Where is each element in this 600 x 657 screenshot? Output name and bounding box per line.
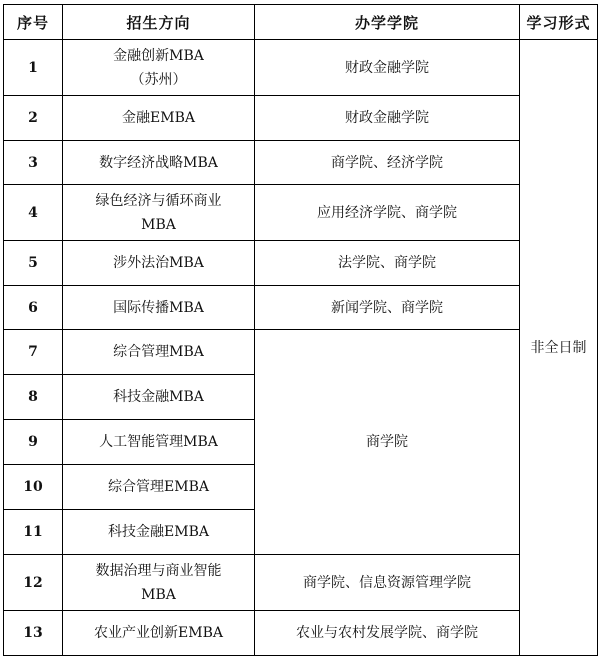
header-seq: 序号	[4, 5, 63, 40]
table-row	[4, 40, 598, 96]
header-direction: 招生方向	[63, 5, 255, 40]
row-seq: 10	[4, 465, 63, 510]
row-college: 商学院、经济学院	[255, 141, 520, 185]
row-direction: 数字经济战略MBA	[63, 141, 255, 185]
header-row	[4, 5, 598, 40]
row-seq: 9	[4, 420, 63, 465]
row-seq: 2	[4, 96, 63, 141]
study-form-cell: 非全日制	[520, 40, 598, 656]
row-college: 法学院、商学院	[255, 241, 520, 286]
table-row	[4, 185, 598, 241]
row-direction	[63, 40, 255, 96]
direction-line: 绿色经济与循环商业	[95, 192, 222, 209]
row-seq: 4	[4, 185, 63, 241]
row-direction: 综合管理EMBA	[63, 465, 255, 510]
row-college: 应用经济学院、商学院	[255, 185, 520, 241]
row-college-merged: 商学院	[255, 330, 520, 555]
table-row	[4, 611, 598, 656]
header-study-form: 学习形式	[520, 5, 598, 40]
row-college: 财政金融学院	[255, 40, 520, 96]
direction-line: MBA	[141, 216, 176, 233]
direction-line: MBA	[141, 586, 176, 603]
row-seq: 8	[4, 375, 63, 420]
row-direction	[63, 185, 255, 241]
header-college: 办学学院	[255, 5, 520, 40]
table-row	[4, 96, 598, 141]
row-direction: 涉外法治MBA	[63, 241, 255, 286]
table-row	[4, 241, 598, 286]
row-seq: 5	[4, 241, 63, 286]
row-seq: 13	[4, 611, 63, 656]
row-direction	[63, 555, 255, 611]
direction-line: 金融创新MBA	[113, 47, 204, 64]
row-direction: 国际传播MBA	[63, 286, 255, 330]
row-seq: 7	[4, 330, 63, 375]
row-college: 商学院、信息资源管理学院	[255, 555, 520, 611]
row-seq: 1	[4, 40, 63, 96]
row-seq: 6	[4, 286, 63, 330]
row-direction: 人工智能管理MBA	[63, 420, 255, 465]
row-college: 财政金融学院	[255, 96, 520, 141]
row-college: 农业与农村发展学院、商学院	[255, 611, 520, 656]
table-row	[4, 330, 598, 375]
table-row	[4, 555, 598, 611]
row-direction: 综合管理MBA	[63, 330, 255, 375]
direction-line: （苏州）	[130, 71, 187, 88]
row-seq: 12	[4, 555, 63, 611]
row-college: 新闻学院、商学院	[255, 286, 520, 330]
row-direction: 科技金融MBA	[63, 375, 255, 420]
direction-line: 数据治理与商业智能	[95, 562, 222, 579]
row-seq: 3	[4, 141, 63, 185]
row-direction: 科技金融EMBA	[63, 510, 255, 555]
table-row	[4, 141, 598, 185]
programs-table	[3, 4, 598, 656]
table-row	[4, 286, 598, 330]
row-direction: 农业产业创新EMBA	[63, 611, 255, 656]
row-seq: 11	[4, 510, 63, 555]
row-direction: 金融EMBA	[63, 96, 255, 141]
